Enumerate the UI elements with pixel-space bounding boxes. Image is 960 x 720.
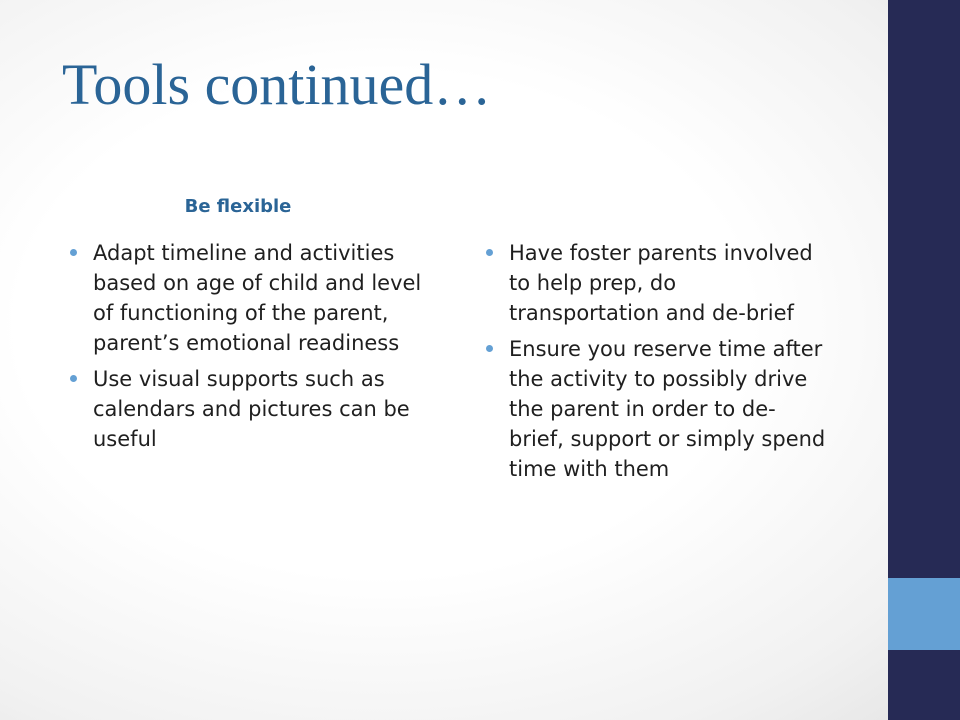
bullet-dot-icon	[70, 375, 77, 382]
bullet-item	[70, 364, 430, 454]
bullet-item	[70, 238, 430, 358]
bullet-text: Have foster parents involved to help prep, do transportation and de-brief	[509, 241, 813, 325]
bullet-dot-icon	[486, 249, 493, 256]
bullet-text: Adapt timeline and activities based on age of child and level of functioning of the parent, parent’s emotional readiness	[93, 241, 422, 355]
slide-subheading: Be flexible	[184, 196, 292, 217]
bullet-item	[486, 238, 826, 328]
bullet-item	[486, 334, 826, 484]
sidebar-accent-block	[888, 578, 960, 650]
bullet-dot-icon	[486, 345, 493, 352]
slide-title: Tools continued…	[62, 52, 492, 117]
left-column	[70, 238, 430, 460]
right-column	[486, 238, 826, 490]
bullet-dot-icon	[70, 249, 77, 256]
bullet-text: Ensure you reserve time after the activity to possibly drive the parent in order to de-brief, support or simply spend time with them	[509, 337, 826, 481]
bullet-text: Use visual supports such as calendars and pictures can be useful	[93, 367, 410, 451]
